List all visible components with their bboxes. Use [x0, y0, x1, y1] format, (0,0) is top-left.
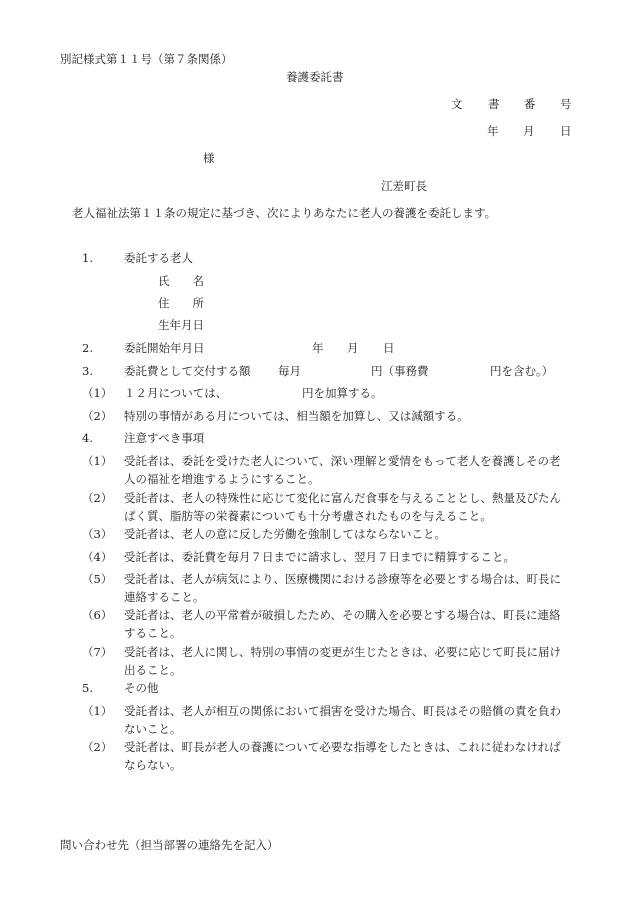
doc-number-char: 書: [488, 97, 500, 111]
item-number: （3）: [82, 527, 113, 541]
section-label: 注意すべき事項: [124, 431, 205, 445]
item-number: （2）: [82, 740, 113, 754]
field-birthdate-label: 生年月日: [158, 318, 204, 332]
item-number: （1）: [82, 386, 113, 400]
section-label: 委託する老人: [124, 251, 193, 265]
date-day-char: 日: [383, 341, 395, 355]
date-year-char: 年: [487, 124, 499, 138]
field-name-label: 氏 名: [158, 274, 204, 288]
item-number: （1）: [82, 704, 113, 718]
item-number: （5）: [82, 572, 113, 586]
item-text: 受託者は、老人の特殊性に応じて変化に富んだ食事を与えることとし、熱量及びたんぱく質、脂肪等の栄養素についても十分考慮されたものを与えること。: [124, 491, 561, 523]
document-title: 養護委託書: [286, 70, 344, 84]
doc-number-char: 号: [560, 97, 572, 111]
item-text: 円を加算する。: [302, 386, 383, 400]
section-number: 3.: [82, 364, 93, 378]
section-label: その他: [124, 681, 159, 695]
item-text: 受託者は、老人に関し、特別の事情の変更が生じたときは、必要に応じて町長に届け出ること。: [124, 645, 561, 677]
contact-footer: 問い合わせ先（担当部署の連絡先を記入）: [60, 838, 279, 852]
item-number: （2）: [82, 409, 113, 423]
date-month-char: 月: [347, 341, 359, 355]
item-number: （7）: [82, 645, 113, 659]
section-number: 4.: [82, 431, 93, 445]
addressee-suffix: 様: [203, 151, 215, 165]
doc-number-char: 番: [524, 97, 536, 111]
item-text: 受託者は、老人の意に反した労働を強制してはならないこと。: [124, 527, 446, 541]
item-number: （6）: [82, 608, 113, 622]
field-address-label: 住 所: [158, 296, 204, 310]
per-month-label: 毎月: [278, 364, 301, 378]
item-text: 特別の事情がある月については、相当額を加算し、又は減額する。: [124, 409, 469, 423]
item-number: （1）: [82, 454, 113, 468]
form-label: 別記様式第１１号（第７条関係）: [60, 52, 233, 66]
date-year-char: 年: [312, 341, 324, 355]
item-text: 受託者は、町長が老人の養護について必要な指導をしたときは、これに従わなければならない。: [124, 740, 561, 772]
yen-included-label: 円を含む。）: [490, 364, 554, 378]
item-text: １２月については、: [124, 386, 228, 400]
item-text: 受託者は、老人の平常着が破損したため、その購入を必要とする場合は、町長に連絡すること。: [124, 608, 561, 640]
item-text: 受託者は、委託を受けた老人について、深い理解と愛情をもって老人を養護しその老人の福祉を増進するようにすること。: [124, 454, 561, 486]
sender-name: 江差町長: [381, 179, 427, 193]
section-label: 委託開始年月日: [124, 341, 205, 355]
section-number: 2.: [82, 341, 93, 355]
date-day-char: 日: [560, 124, 572, 138]
item-text: 受託者は、委託費を毎月７日までに請求し、翌月７日までに精算すること。: [124, 550, 515, 564]
section-label: 委託費として交付する額: [124, 364, 251, 378]
section-number: 1.: [82, 251, 93, 265]
item-number: （2）: [82, 491, 113, 505]
item-text: 受託者は、老人が相互の関係において損害を受けた場合、町長はその賠償の責を負わないこと。: [124, 704, 561, 736]
date-month-char: 月: [523, 124, 535, 138]
item-text: 受託者は、老人が病気により、医療機関における診療等を必要とする場合は、町長に連絡すること。: [124, 572, 561, 604]
intro-text: 老人福祉法第１１条の規定に基づき、次によりあなたに老人の養護を委託します。: [72, 206, 497, 220]
section-number: 5.: [82, 681, 93, 695]
doc-number-char: 文: [451, 97, 463, 111]
yen-admin-fee-label: 円（事務費: [371, 364, 429, 378]
item-number: （4）: [82, 550, 113, 564]
